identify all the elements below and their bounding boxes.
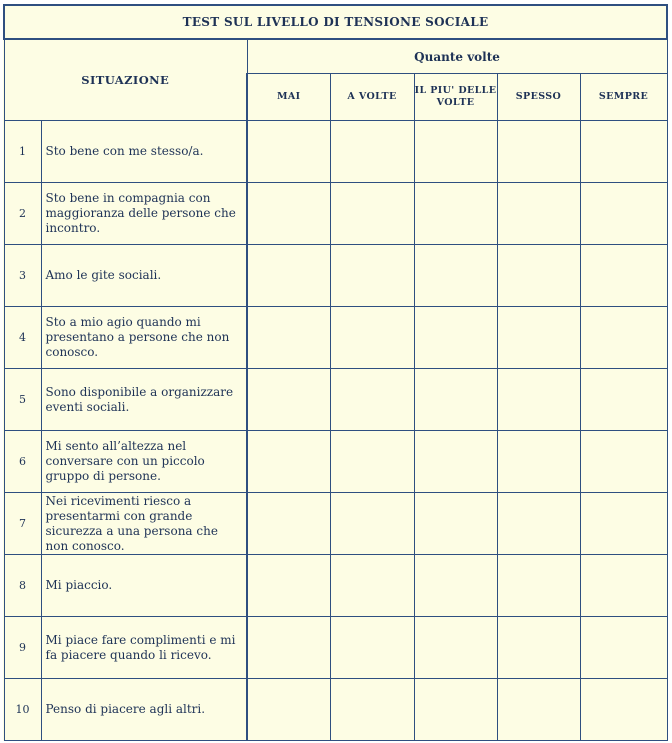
answer-cell-sempre[interactable] [580,679,667,741]
answer-cell-mai[interactable] [247,183,330,245]
answer-cell-sempre[interactable] [580,431,667,493]
row-number: 10 [4,679,41,741]
answer-cell-il-piu-delle-volte[interactable] [414,183,497,245]
situation-text: Mi sento all’altezza nel conversare con un piccolo gruppo di persone. [41,431,247,493]
answer-cell-a-volte[interactable] [330,245,414,307]
answer-cell-sempre[interactable] [580,493,667,555]
column-header-a-volte: A VOLTE [330,74,414,121]
answer-cell-spesso[interactable] [497,369,580,431]
answer-cell-a-volte[interactable] [330,431,414,493]
answer-cell-sempre[interactable] [580,307,667,369]
quante-volte-header: Quante volte [247,39,667,74]
answer-cell-sempre[interactable] [580,121,667,183]
situation-text: Penso di piacere agli altri. [41,679,247,741]
answer-cell-il-piu-delle-volte[interactable] [414,431,497,493]
row-number: 5 [4,369,41,431]
table-row [4,679,667,741]
answer-cell-a-volte[interactable] [330,307,414,369]
table-row [4,555,667,617]
table-row [4,431,667,493]
answer-cell-il-piu-delle-volte[interactable] [414,369,497,431]
row-number: 7 [4,493,41,555]
answer-cell-il-piu-delle-volte[interactable] [414,679,497,741]
answer-cell-sempre[interactable] [580,369,667,431]
row-number: 9 [4,617,41,679]
answer-cell-a-volte[interactable] [330,121,414,183]
answer-cell-spesso[interactable] [497,679,580,741]
answer-cell-il-piu-delle-volte[interactable] [414,245,497,307]
situation-text: Amo le gite sociali. [41,245,247,307]
answer-cell-il-piu-delle-volte[interactable] [414,307,497,369]
answer-cell-a-volte[interactable] [330,679,414,741]
answer-cell-sempre[interactable] [580,555,667,617]
situation-text: Mi piace fare complimenti e mi fa piacere quando li ricevo. [41,617,247,679]
row-number: 2 [4,183,41,245]
answer-cell-a-volte[interactable] [330,555,414,617]
table-row [4,369,667,431]
answer-cell-sempre[interactable] [580,617,667,679]
answer-cell-mai[interactable] [247,431,330,493]
row-number: 6 [4,431,41,493]
answer-cell-spesso[interactable] [497,555,580,617]
answer-cell-il-piu-delle-volte[interactable] [414,121,497,183]
answer-cell-mai[interactable] [247,245,330,307]
table-row [4,245,667,307]
column-header-il-piu-delle-volte: IL PIU' DELLE VOLTE [414,74,497,121]
row-number: 4 [4,307,41,369]
questionnaire-table [3,4,668,741]
situation-text: Sto a mio agio quando mi presentano a persone che non conosco. [41,307,247,369]
page-title: TEST SUL LIVELLO DI TENSIONE SOCIALE [4,5,667,39]
answer-cell-mai[interactable] [247,555,330,617]
situation-text: Sto bene in compagnia con maggioranza delle persone che incontro. [41,183,247,245]
answer-cell-mai[interactable] [247,307,330,369]
table-row [4,493,667,555]
answer-cell-a-volte[interactable] [330,617,414,679]
answer-cell-spesso[interactable] [497,245,580,307]
situation-text: Sono disponibile a organizzare eventi sociali. [41,369,247,431]
answer-cell-sempre[interactable] [580,245,667,307]
answer-cell-mai[interactable] [247,679,330,741]
row-number: 3 [4,245,41,307]
row-number: 8 [4,555,41,617]
situation-text: Nei ricevimenti riesco a presentarmi con grande sicurezza a una persona che non conosco. [41,493,247,555]
answer-cell-spesso[interactable] [497,431,580,493]
answer-cell-il-piu-delle-volte[interactable] [414,617,497,679]
answer-cell-spesso[interactable] [497,307,580,369]
answer-cell-spesso[interactable] [497,493,580,555]
table-row [4,121,667,183]
situation-text: Mi piaccio. [41,555,247,617]
column-header-sempre: SEMPRE [580,74,667,121]
answer-cell-il-piu-delle-volte[interactable] [414,493,497,555]
answer-cell-mai[interactable] [247,493,330,555]
answer-cell-spesso[interactable] [497,183,580,245]
answer-cell-a-volte[interactable] [330,369,414,431]
answer-cell-mai[interactable] [247,369,330,431]
answer-cell-spesso[interactable] [497,121,580,183]
table-row [4,617,667,679]
table-row [4,183,667,245]
table-row [4,307,667,369]
answer-cell-a-volte[interactable] [330,493,414,555]
answer-cell-mai[interactable] [247,617,330,679]
situazione-header: SITUAZIONE [4,39,247,121]
answer-cell-il-piu-delle-volte[interactable] [414,555,497,617]
questionnaire-sheet [3,4,666,741]
column-header-mai: MAI [247,74,330,121]
situation-text: Sto bene con me stesso/a. [41,121,247,183]
row-number: 1 [4,121,41,183]
column-header-spesso: SPESSO [497,74,580,121]
answer-cell-mai[interactable] [247,121,330,183]
answer-cell-spesso[interactable] [497,617,580,679]
answer-cell-a-volte[interactable] [330,183,414,245]
answer-cell-sempre[interactable] [580,183,667,245]
situations-body [4,121,667,741]
